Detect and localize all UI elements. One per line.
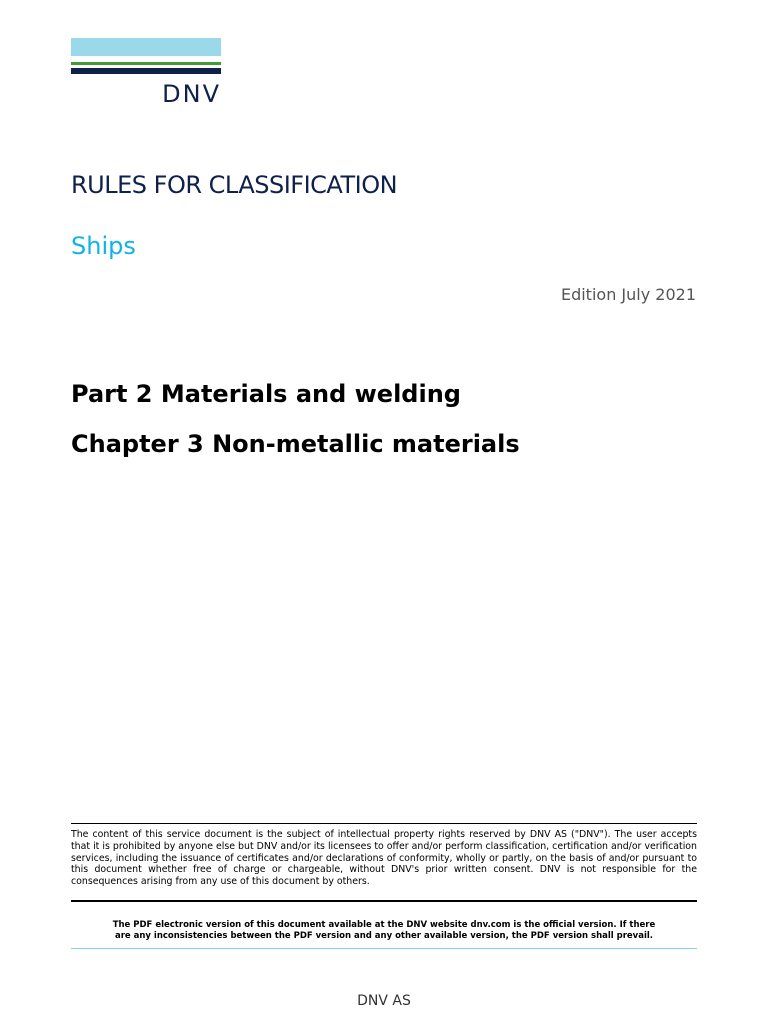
part-title: Part 2 Materials and welding: [71, 380, 461, 408]
logo-green-band: [71, 62, 221, 65]
dnv-logo: [71, 38, 221, 108]
logo-navy-band: [71, 68, 221, 74]
footer-publisher: DNV AS: [357, 993, 411, 1009]
pdf-official-note: [71, 920, 697, 942]
divider-top: [71, 823, 697, 824]
pdf-note-line-1: The PDF electronic version of this document available at the DNV website dnv.com is the official version. If there: [112, 920, 656, 930]
document-series: RULES FOR CLASSIFICATION: [71, 171, 398, 199]
pdf-note-line-2: are any inconsistencies between the PDF version and any other available version, the PDF version shall prevail.: [114, 931, 654, 941]
divider-bottom: [71, 948, 697, 949]
legal-disclaimer: The content of this service document is the subject of intellectual property rights reserved by DNV AS ("DNV"). The user accepts that it is prohibited by anyone else but DNV and/or its licensees to offer and/or perform classification, certification and/or verification services, including the issuance of certificates and/or declarations of conformity, wholly or partly, on the basis of and/or pursuant to this document whether free of charge or chargeable, without DNV's prior written consent. DNV is not responsible for the consequences arising from any use of this document by others.: [71, 829, 697, 888]
logo-wordmark: DNV: [162, 80, 221, 108]
document-subject: Ships: [71, 232, 136, 260]
divider-middle: [71, 900, 697, 902]
chapter-title: Chapter 3 Non-metallic materials: [71, 430, 520, 458]
logo-light-band: [71, 38, 221, 56]
edition-label: Edition July 2021: [560, 285, 696, 304]
